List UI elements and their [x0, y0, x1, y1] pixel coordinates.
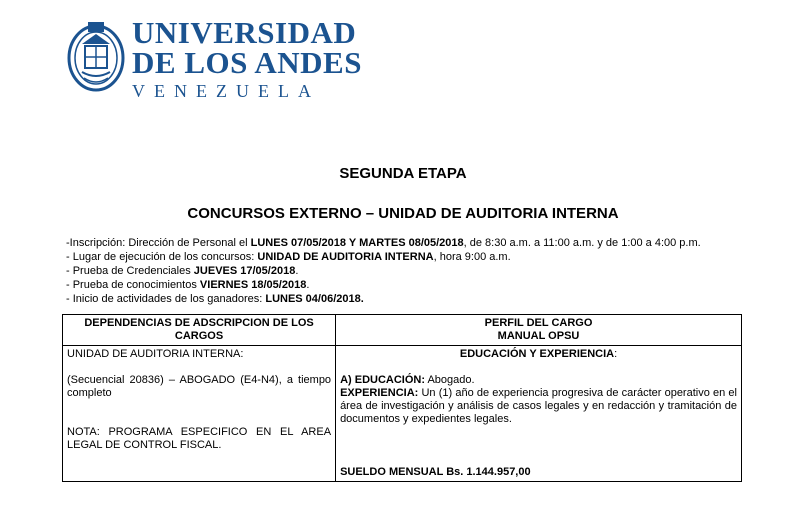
experience-label: EXPERIENCIA:	[340, 387, 419, 399]
lugar-prefix: - Lugar de ejecución de los concursos:	[66, 251, 258, 263]
university-name	[132, 15, 362, 102]
inscripcion-prefix: -Inscripción: Dirección de Personal el	[66, 237, 251, 249]
inscripcion-dates: LUNES 07/05/2018 Y MARTES 08/05/2018	[250, 237, 464, 249]
conocimientos-line	[66, 278, 740, 292]
lugar-suffix: , hora 9:00 a.m.	[433, 251, 511, 263]
credenciales-prefix: - Prueba de Credenciales	[66, 265, 194, 277]
table-row	[63, 346, 742, 482]
position-description: (Secuencial 20836) – ABOGADO (E4-N4), a tiempo completo	[67, 374, 332, 399]
university-name-line1: UNIVERSIDAD	[132, 15, 357, 50]
inscripcion-line	[66, 236, 740, 250]
lugar-value: UNIDAD DE AUDITORIA INTERNA	[257, 251, 434, 263]
monthly-salary: SUELDO MENSUAL Bs. 1.144.957,00	[340, 466, 531, 478]
header-left-line1: DEPENDENCIAS DE ADSCRIPCION DE LOS	[84, 317, 314, 329]
education-line	[340, 374, 737, 387]
inscripcion-suffix: , de 8:30 a.m. a 11:00 a.m. y de 1:00 a 4:00 p.m.	[463, 237, 701, 249]
profile-heading-text: EDUCACIÓN Y EXPERIENCIA	[459, 348, 615, 360]
ganadores-prefix: - Inicio de actividades de los ganadores:	[66, 293, 266, 305]
profile-heading-colon: :	[614, 348, 618, 360]
profile-heading	[340, 348, 737, 361]
credenciales-line	[66, 264, 740, 278]
positions-table	[62, 314, 742, 482]
table-header-row	[63, 315, 742, 346]
header-right-line1: PERFIL DEL CARGO	[484, 317, 593, 329]
university-name-line2: DE LOS ANDES	[132, 45, 362, 80]
ganadores-line	[66, 292, 740, 306]
university-seal-icon	[66, 20, 126, 92]
header-left-line2: CARGOS	[174, 330, 224, 342]
education-value: Abogado.	[425, 374, 475, 386]
header-right-line2: MANUAL OPSU	[497, 330, 580, 342]
experience-value: Un (1) año de experiencia progresiva de carácter operativo en el área de investigación y análisis de casos legales y en redacción y tramitación de documentos y expedientes legales.	[340, 387, 737, 425]
header-perfil	[336, 315, 742, 346]
credenciales-value: JUEVES 17/05/2018	[193, 265, 296, 277]
university-country: VENEZUELA	[132, 81, 320, 101]
education-label: A) EDUCACIÓN:	[340, 374, 426, 386]
schedule-info	[66, 236, 740, 306]
unit-name: UNIDAD DE AUDITORIA INTERNA:	[67, 348, 244, 360]
perfil-cell	[336, 346, 742, 482]
ganadores-value: LUNES 04/06/2018.	[265, 293, 364, 305]
lugar-line	[66, 250, 740, 264]
university-header	[66, 15, 362, 101]
contest-title: CONCURSOS EXTERNO – UNIDAD DE AUDITORIA INTERNA	[187, 205, 619, 222]
conocimientos-suffix: .	[306, 279, 310, 291]
conocimientos-value: VIERNES 18/05/2018	[199, 279, 307, 291]
stage-title: SEGUNDA ETAPA	[339, 165, 467, 182]
dependencia-cell	[63, 346, 336, 482]
position-note: NOTA: PROGRAMA ESPECIFICO EN EL AREA LEGAL DE CONTROL FISCAL.	[67, 426, 332, 451]
header-dependencias	[63, 315, 336, 346]
conocimientos-prefix: - Prueba de conocimientos	[66, 279, 200, 291]
experience-line	[340, 387, 737, 426]
credenciales-suffix: .	[295, 265, 299, 277]
